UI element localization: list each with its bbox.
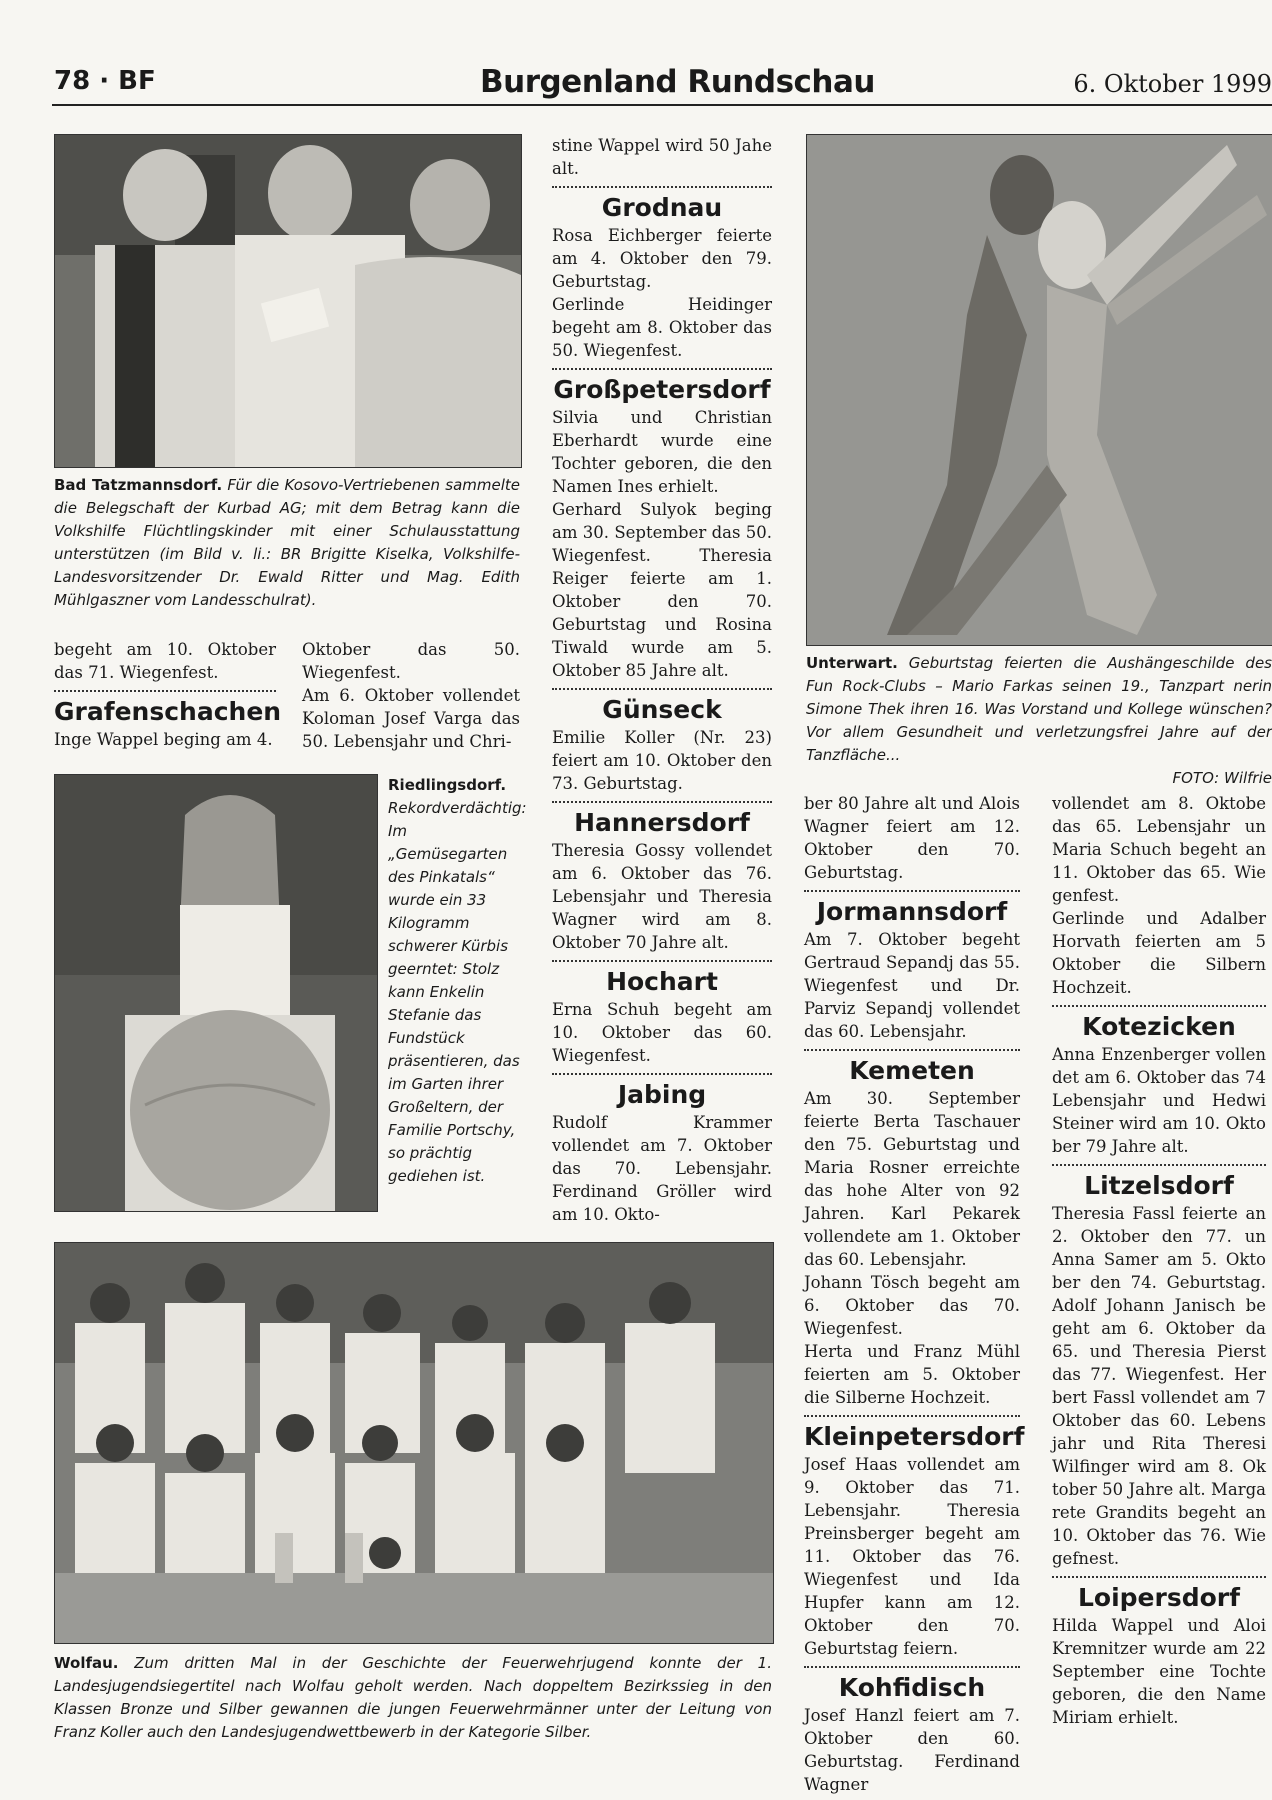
caption-place: Bad Tatzmannsdorf. [54,476,223,494]
paragraph: Theresia Gossy vollendet am 6. Oktober das 76. Lebensjahr und Theresia Wagner wird am 8. Oktober 70 Jahre alt. [552,841,772,952]
paragraph: Hilda Wappel und Aloi Kremnitzer wurde am 22 September eine Tochte geboren, die den Name Miriam erhielt. [1052,1616,1266,1727]
caption-place: Riedlingsdorf. [388,776,507,794]
dotted-divider [552,688,772,690]
paragraph: Theresia Fassl feierte an 2. Oktober den 77. un Anna Samer am 5. Okto ber den 74. Geburtstag. Adolf Johann Janisch be geht am 6. Oktober da 65. und Theresia Pierst das 77. Wiegenfest. Her bert Fassl vollendet am 7 Oktober das 60. Lebens jahr und Rita Theresi Wilfinger wird am 8. Ok tober 50 Jahre alt. Marga rete Grandits begeht an 10. Oktober das 76. Wie gefnest. [1052,1204,1266,1568]
town-heading-jormannsdorf: Jormannsdorf [816,897,1008,926]
dotted-divider [54,690,276,692]
paragraph: Oktober das 50. Wiegenfest. [302,640,520,682]
town-heading-loipersdorf: Loipersdorf [1077,1583,1240,1612]
paragraph: Anna Enzenberger vollen det am 6. Oktober das 74 Lebensjahr und Hedwi Steiner wird am 10. Okto ber 79 Jahre alt. [1052,1045,1266,1156]
caption-unterwart [806,652,1272,790]
town-heading-kemeten: Kemeten [849,1056,975,1085]
paragraph: Herta und Franz Mühl feierten am 5. Oktober die Silberne Hochzeit. [804,1342,1020,1407]
paragraph: Rosa Eichberger feierte am 4. Oktober den 79. Geburtstag. [552,226,772,291]
town-heading-kleinpetersdorf: Kleinpetersdorf [804,1422,1025,1451]
caption-text: Rekordverdächtig: Im „Gemüsegarten des Pinkatals“ wurde ein 33 Kilogramm schwerer Kürbis geerntet: Stolz kann Enkelin Stefanie das Fundstück präsentieren, das im Garten ihrer Großeltern, der Familie Portschy, so prächtig gediehen ist. [388,799,527,1185]
caption-text: Geburtstag feierten die Aushängeschilde des Fun Rock-Clubs – Mario Farkas seinen 19., Tanzpart nerin Simone Thek ihren 16. Was Vorstand und Kollege wünschen? Vor allem Gesundheit und verletzungsfrei Jahre auf der Tanzfläche... [806,654,1272,764]
paragraph: Inge Wappel beging am 4. [54,730,273,749]
paragraph: Am 6. Oktober vollendet Koloman Josef Varga das 50. Lebensjahr und Chri- [302,686,520,751]
town-heading-jabing: Jabing [617,1080,707,1109]
dotted-divider [804,890,1020,892]
dotted-divider [1052,1005,1266,1007]
dotted-divider [804,1415,1020,1417]
paragraph: Gerlinde und Adalber Horvath feierten am 5 Oktober die Silbern Hochzeit. [1052,909,1266,997]
paragraph: begeht am 10. Oktober das 71. Wiegenfest. [54,640,276,682]
dotted-divider [552,186,772,188]
page-number: 78 · BF [54,66,156,96]
town-heading-kohfidisch: Kohfidisch [838,1673,986,1702]
town-heading-kotezicken: Kotezicken [1082,1012,1236,1041]
paragraph: Johann Tösch begeht am 6. Oktober das 70. Wiegenfest. [804,1273,1020,1338]
caption-text: Zum dritten Mal in der Geschichte der Feuerwehrjugend konnte der 1. Landesjugendsiegertitel nach Wolfau geholt werden. Nach doppeltem Bezirkssieg in den Klassen Bronze und Silber gewannen die jungen Feuerwehrmänner unter der Leitung von Franz Koller auch den Landesjugendwettbewerb in der Kategorie Silber. [54,1654,772,1741]
dotted-divider [552,960,772,962]
paragraph: vollendet am 8. Oktobe das 65. Lebensjahr un Maria Schuch begeht an 11. Oktober das 65. Wie genfest. [1052,794,1266,905]
photo-unterwart [806,134,1272,646]
town-heading-grodnau: Grodnau [601,193,723,222]
column-a [54,638,282,751]
paragraph: ber 80 Jahre alt und Alois Wagner feiert am 12. Oktober den 70. Geburtstag. [804,794,1020,882]
caption-place: Wolfau. [54,1654,119,1672]
column-b [302,638,520,753]
town-heading-guenseck: Günseck [602,695,722,724]
dotted-divider [552,1073,772,1075]
caption-wolfau [54,1652,772,1744]
town-heading-grosspetersdorf: Großpetersdorf [553,375,771,404]
photo-riedlingsdorf [54,774,378,1212]
photo-bad-tatzmannsdorf [54,134,522,468]
paragraph: Josef Haas vollendet am 9. Oktober das 71. Lebensjahr. Theresia Preinsberger begeht am 11. Oktober das 76. Wiegenfest und Ida Hupfer kann am 12. Oktober den 70. Geburtstag feiern. [804,1455,1020,1658]
paragraph: Silvia und Christian Eberhardt wurde eine Tochter geboren, die den Namen Ines erhielt. [552,408,772,496]
paragraph: Am 30. September feierte Berta Taschauer den 75. Geburtstag und Maria Rosner erreichte das hohe Alter von 92 Jahren. Karl Pekarek vollendete am 1. Oktober das 60. Lebensjahr. [804,1089,1020,1269]
dotted-divider [1052,1164,1266,1166]
paragraph: Gerlinde Heidinger begeht am 8. Oktober das 50. Wiegenfest. [552,295,772,360]
paragraph: stine Wappel wird 50 Jahe alt. [552,136,772,178]
photo-credit: FOTO: Wilfrie [1172,769,1272,787]
header-rule [52,104,1272,106]
paragraph: Josef Hanzl feiert am 7. Oktober den 60. Geburtstag. Ferdinand Wagner [804,1706,1020,1794]
paragraph: Rudolf Krammer vollendet am 7. Oktober das 70. Lebensjahr. Ferdinand Gröller wird am 10. Okto- [552,1113,772,1224]
dotted-divider [1052,1576,1266,1578]
caption-place: Unterwart. [806,654,898,672]
paragraph: Erna Schuh begeht am 10. Oktober das 60. Wiegenfest. [552,1000,772,1065]
dotted-divider [552,801,772,803]
photo-wolfau [54,1242,774,1644]
issue-date: 6. Oktober 1999 [1073,70,1272,98]
town-heading-litzelsdorf: Litzelsdorf [1084,1171,1234,1200]
column-e [1052,792,1266,1729]
dotted-divider [552,368,772,370]
column-c [552,134,772,1226]
caption-riedlingsdorf [388,774,527,1188]
town-heading: Grafenschachen [54,697,282,726]
town-heading-hochart: Hochart [606,967,718,996]
dotted-divider [804,1666,1020,1668]
newspaper-title: Burgenland Rundschau [480,64,875,100]
caption-bad-tatzmannsdorf [54,474,520,612]
paragraph: Am 7. Oktober begeht Gertraud Sepandj das 55. Wiegenfest und Dr. Parviz Sepandj vollendet das 60. Lebensjahr. [804,930,1020,1041]
column-d [804,792,1025,1796]
dotted-divider [804,1049,1020,1051]
paragraph: Gerhard Sulyok beging am 30. September das 50. Wiegenfest. Theresia Reiger feierte am 1. Oktober den 70. Geburtstag und Rosina Tiwald wurde am 5. Oktober 85 Jahre alt. [552,500,772,680]
caption-text: Für die Kosovo-Vertriebenen sammelte die Belegschaft der Kurbad AG; mit dem Betrag kann die Volkshilfe Flüchtlingskinder mit einer Schulausstattung unterstützen (im Bild v. li.: BR Brigitte Kiselka, Volkshilfe-Landesvorsitzender Dr. Ewald Ritter und Mag. Edith Mühlgaszner vom Landesschulrat). [54,476,520,609]
paragraph: Emilie Koller (Nr. 23) feiert am 10. Oktober den 73. Geburtstag. [552,728,772,793]
town-heading-hannersdorf: Hannersdorf [574,808,750,837]
